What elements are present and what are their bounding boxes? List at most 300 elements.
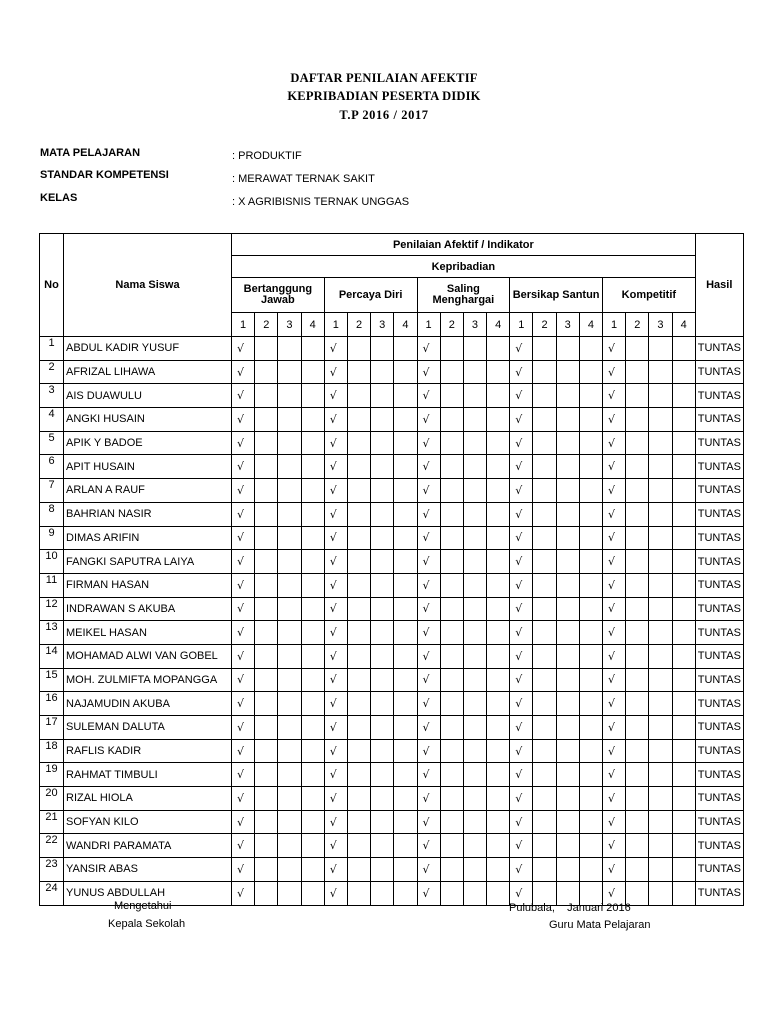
empty-score-cell [649,881,672,905]
check-mark: √ [603,384,626,408]
empty-score-cell [533,739,556,763]
empty-score-cell [347,739,370,763]
row-number: 18 [40,739,64,763]
check-mark: √ [324,668,347,692]
header-score-1-3: 3 [278,313,301,337]
empty-score-cell [255,858,278,882]
table-row [40,431,744,455]
empty-score-cell [626,739,649,763]
empty-score-cell [347,644,370,668]
empty-score-cell [579,644,602,668]
check-mark: √ [417,550,440,574]
empty-score-cell [487,716,510,740]
row-number: 11 [40,573,64,597]
empty-score-cell [463,337,486,361]
empty-score-cell [301,644,324,668]
empty-score-cell [649,550,672,574]
empty-score-cell [440,810,463,834]
empty-score-cell [626,763,649,787]
check-mark: √ [417,763,440,787]
empty-score-cell [626,526,649,550]
result-cell: TUNTAS [695,621,743,645]
check-mark: √ [603,787,626,811]
meta-value-subject: : PRODUKTIF [232,150,302,162]
check-mark: √ [603,739,626,763]
empty-score-cell [394,479,417,503]
empty-score-cell [255,787,278,811]
empty-score-cell [672,550,695,574]
check-mark: √ [510,408,533,432]
empty-score-cell [255,550,278,574]
student-name: ANGKI HUSAIN [64,408,232,432]
check-mark: √ [324,644,347,668]
empty-score-cell [579,621,602,645]
empty-score-cell [672,787,695,811]
check-mark: √ [324,881,347,905]
header-score-5-2: 2 [626,313,649,337]
empty-score-cell [649,810,672,834]
check-mark: √ [603,668,626,692]
check-mark: √ [603,408,626,432]
row-number: 8 [40,502,64,526]
check-mark: √ [510,550,533,574]
check-mark: √ [324,716,347,740]
table-row [40,692,744,716]
empty-score-cell [463,881,486,905]
student-name: MOH. ZULMIFTA MOPANGGA [64,668,232,692]
empty-score-cell [278,384,301,408]
empty-score-cell [440,502,463,526]
empty-score-cell [556,810,579,834]
empty-score-cell [255,716,278,740]
empty-score-cell [371,526,394,550]
empty-score-cell [556,337,579,361]
empty-score-cell [255,810,278,834]
empty-score-cell [394,621,417,645]
result-cell: TUNTAS [695,573,743,597]
empty-score-cell [556,431,579,455]
header-score-2-3: 3 [371,313,394,337]
empty-score-cell [463,526,486,550]
empty-score-cell [301,526,324,550]
empty-score-cell [533,408,556,432]
meta-label-subject: MATA PELAJARAN [40,147,141,159]
table-row [40,526,744,550]
empty-score-cell [440,621,463,645]
result-cell: TUNTAS [695,550,743,574]
table-row [40,763,744,787]
empty-score-cell [487,834,510,858]
check-mark: √ [417,431,440,455]
empty-score-cell [672,360,695,384]
check-mark: √ [603,337,626,361]
empty-score-cell [487,597,510,621]
empty-score-cell [487,621,510,645]
empty-score-cell [301,716,324,740]
empty-score-cell [626,431,649,455]
empty-score-cell [626,597,649,621]
empty-score-cell [579,502,602,526]
empty-score-cell [533,716,556,740]
row-number: 19 [40,763,64,787]
check-mark: √ [232,597,255,621]
header-score-2-1: 1 [324,313,347,337]
empty-score-cell [371,692,394,716]
empty-score-cell [440,479,463,503]
document-subtitle: KEPRIBADIAN PESERTA DIDIK [287,89,481,103]
student-name: FIRMAN HASAN [64,573,232,597]
empty-score-cell [533,526,556,550]
empty-score-cell [278,881,301,905]
check-mark: √ [324,479,347,503]
empty-score-cell [649,716,672,740]
empty-score-cell [440,337,463,361]
empty-score-cell [487,502,510,526]
empty-score-cell [394,787,417,811]
empty-score-cell [487,787,510,811]
empty-score-cell [579,763,602,787]
header-score-5-1: 1 [603,313,626,337]
empty-score-cell [394,810,417,834]
empty-score-cell [463,573,486,597]
empty-score-cell [579,573,602,597]
empty-score-cell [556,858,579,882]
empty-score-cell [371,810,394,834]
empty-score-cell [440,763,463,787]
empty-score-cell [301,573,324,597]
empty-score-cell [440,408,463,432]
empty-score-cell [301,360,324,384]
empty-score-cell [394,881,417,905]
table-row [40,858,744,882]
empty-score-cell [371,763,394,787]
check-mark: √ [603,644,626,668]
empty-score-cell [533,431,556,455]
row-number: 24 [40,881,64,905]
result-cell: TUNTAS [695,431,743,455]
check-mark: √ [324,858,347,882]
empty-score-cell [371,621,394,645]
empty-score-cell [556,668,579,692]
empty-score-cell [301,787,324,811]
student-name: YUNUS ABDULLAH [64,881,232,905]
empty-score-cell [579,455,602,479]
student-name: SOFYAN KILO [64,810,232,834]
empty-score-cell [556,716,579,740]
empty-score-cell [672,834,695,858]
empty-score-cell [463,668,486,692]
check-mark: √ [510,479,533,503]
empty-score-cell [278,716,301,740]
header-indicator-4: Bersikap Santun [510,278,603,313]
check-mark: √ [232,550,255,574]
table-row [40,716,744,740]
empty-score-cell [672,502,695,526]
check-mark: √ [324,692,347,716]
empty-score-cell [463,360,486,384]
empty-score-cell [556,526,579,550]
empty-score-cell [255,502,278,526]
empty-score-cell [301,621,324,645]
check-mark: √ [510,337,533,361]
empty-score-cell [440,384,463,408]
student-name: AFRIZAL LIHAWA [64,360,232,384]
empty-score-cell [301,337,324,361]
empty-score-cell [440,360,463,384]
check-mark: √ [417,526,440,550]
row-number: 7 [40,479,64,503]
check-mark: √ [603,692,626,716]
empty-score-cell [463,384,486,408]
result-cell: TUNTAS [695,716,743,740]
empty-score-cell [463,763,486,787]
empty-score-cell [556,502,579,526]
check-mark: √ [324,455,347,479]
row-number: 1 [40,337,64,361]
check-mark: √ [510,834,533,858]
footer-place-date: Pulubala, Januari 2016 [509,902,631,914]
empty-score-cell [301,455,324,479]
check-mark: √ [510,739,533,763]
check-mark: √ [417,479,440,503]
empty-score-cell [649,668,672,692]
empty-score-cell [649,692,672,716]
empty-score-cell [487,692,510,716]
empty-score-cell [371,550,394,574]
table-row [40,644,744,668]
empty-score-cell [649,384,672,408]
empty-score-cell [649,573,672,597]
header-kepribadian: Kepribadian [232,256,696,278]
empty-score-cell [394,526,417,550]
empty-score-cell [649,644,672,668]
empty-score-cell [371,739,394,763]
footer-acknowledged: Mengetahui [114,900,172,912]
empty-score-cell [579,787,602,811]
empty-score-cell [672,763,695,787]
check-mark: √ [510,668,533,692]
empty-score-cell [533,621,556,645]
check-mark: √ [324,384,347,408]
check-mark: √ [603,621,626,645]
empty-score-cell [371,597,394,621]
row-number: 6 [40,455,64,479]
table-row [40,384,744,408]
empty-score-cell [347,502,370,526]
result-cell: TUNTAS [695,597,743,621]
check-mark: √ [417,668,440,692]
empty-score-cell [579,597,602,621]
empty-score-cell [255,692,278,716]
empty-score-cell [672,692,695,716]
table-row [40,502,744,526]
check-mark: √ [603,360,626,384]
empty-score-cell [626,360,649,384]
empty-score-cell [301,858,324,882]
empty-score-cell [394,360,417,384]
check-mark: √ [603,502,626,526]
empty-score-cell [533,668,556,692]
empty-score-cell [440,550,463,574]
check-mark: √ [232,408,255,432]
empty-score-cell [394,502,417,526]
check-mark: √ [603,479,626,503]
check-mark: √ [510,526,533,550]
table-row [40,787,744,811]
check-mark: √ [232,526,255,550]
check-mark: √ [510,455,533,479]
result-cell: TUNTAS [695,692,743,716]
empty-score-cell [371,881,394,905]
check-mark: √ [232,384,255,408]
check-mark: √ [510,881,533,905]
empty-score-cell [533,810,556,834]
empty-score-cell [255,834,278,858]
empty-score-cell [255,431,278,455]
student-name: APIT HUSAIN [64,455,232,479]
check-mark: √ [603,881,626,905]
empty-score-cell [649,858,672,882]
row-number: 9 [40,526,64,550]
empty-score-cell [626,384,649,408]
header-score-1-1: 1 [232,313,255,337]
empty-score-cell [487,337,510,361]
check-mark: √ [510,431,533,455]
student-name: NAJAMUDIN AKUBA [64,692,232,716]
empty-score-cell [649,834,672,858]
empty-score-cell [626,621,649,645]
student-name: RAFLIS KADIR [64,739,232,763]
empty-score-cell [533,787,556,811]
empty-score-cell [556,550,579,574]
row-number: 12 [40,597,64,621]
empty-score-cell [278,502,301,526]
check-mark: √ [417,858,440,882]
check-mark: √ [324,550,347,574]
empty-score-cell [533,384,556,408]
check-mark: √ [603,810,626,834]
check-mark: √ [417,787,440,811]
empty-score-cell [533,550,556,574]
check-mark: √ [510,502,533,526]
check-mark: √ [510,692,533,716]
empty-score-cell [556,479,579,503]
table-row [40,668,744,692]
student-name: INDRAWAN S AKUBA [64,597,232,621]
empty-score-cell [255,739,278,763]
check-mark: √ [232,858,255,882]
empty-score-cell [649,455,672,479]
student-name: MEIKEL HASAN [64,621,232,645]
row-number: 3 [40,384,64,408]
empty-score-cell [672,526,695,550]
header-score-5-4: 4 [672,313,695,337]
empty-score-cell [347,597,370,621]
empty-score-cell [556,384,579,408]
check-mark: √ [232,573,255,597]
header-score-3-1: 1 [417,313,440,337]
result-cell: TUNTAS [695,881,743,905]
check-mark: √ [417,621,440,645]
check-mark: √ [232,763,255,787]
empty-score-cell [626,502,649,526]
empty-score-cell [463,550,486,574]
empty-score-cell [440,692,463,716]
empty-score-cell [487,668,510,692]
empty-score-cell [649,408,672,432]
empty-score-cell [371,431,394,455]
check-mark: √ [232,337,255,361]
empty-score-cell [579,431,602,455]
empty-score-cell [278,550,301,574]
empty-score-cell [672,455,695,479]
header-no: No [40,234,64,337]
empty-score-cell [278,408,301,432]
empty-score-cell [556,455,579,479]
row-number: 5 [40,431,64,455]
empty-score-cell [440,431,463,455]
check-mark: √ [232,431,255,455]
header-score-3-2: 2 [440,313,463,337]
empty-score-cell [347,881,370,905]
check-mark: √ [510,763,533,787]
check-mark: √ [417,408,440,432]
empty-score-cell [440,455,463,479]
empty-score-cell [626,668,649,692]
empty-score-cell [463,716,486,740]
empty-score-cell [301,502,324,526]
result-cell: TUNTAS [695,455,743,479]
footer-principal: Kepala Sekolah [108,918,186,930]
check-mark: √ [417,597,440,621]
check-mark: √ [510,787,533,811]
empty-score-cell [487,810,510,834]
empty-score-cell [440,526,463,550]
empty-score-cell [347,834,370,858]
result-cell: TUNTAS [695,408,743,432]
school-year: T.P 2016 / 2017 [339,108,429,122]
header-score-4-3: 3 [556,313,579,337]
empty-score-cell [556,692,579,716]
empty-score-cell [278,668,301,692]
empty-score-cell [301,384,324,408]
empty-score-cell [255,360,278,384]
empty-score-cell [347,408,370,432]
check-mark: √ [510,810,533,834]
check-mark: √ [510,858,533,882]
student-name: BAHRIAN NASIR [64,502,232,526]
empty-score-cell [556,360,579,384]
empty-score-cell [672,337,695,361]
check-mark: √ [417,739,440,763]
student-name: RIZAL HIOLA [64,787,232,811]
student-name: WANDRI PARAMATA [64,834,232,858]
header-indicator-2: Percaya Diri [324,278,417,313]
check-mark: √ [510,716,533,740]
empty-score-cell [626,644,649,668]
empty-score-cell [463,739,486,763]
empty-score-cell [371,834,394,858]
check-mark: √ [324,621,347,645]
document-title: DAFTAR PENILAIAN AFEKTIF [290,71,478,85]
empty-score-cell [278,858,301,882]
result-cell: TUNTAS [695,858,743,882]
empty-score-cell [347,431,370,455]
empty-score-cell [278,337,301,361]
empty-score-cell [255,621,278,645]
empty-score-cell [394,573,417,597]
empty-score-cell [301,810,324,834]
